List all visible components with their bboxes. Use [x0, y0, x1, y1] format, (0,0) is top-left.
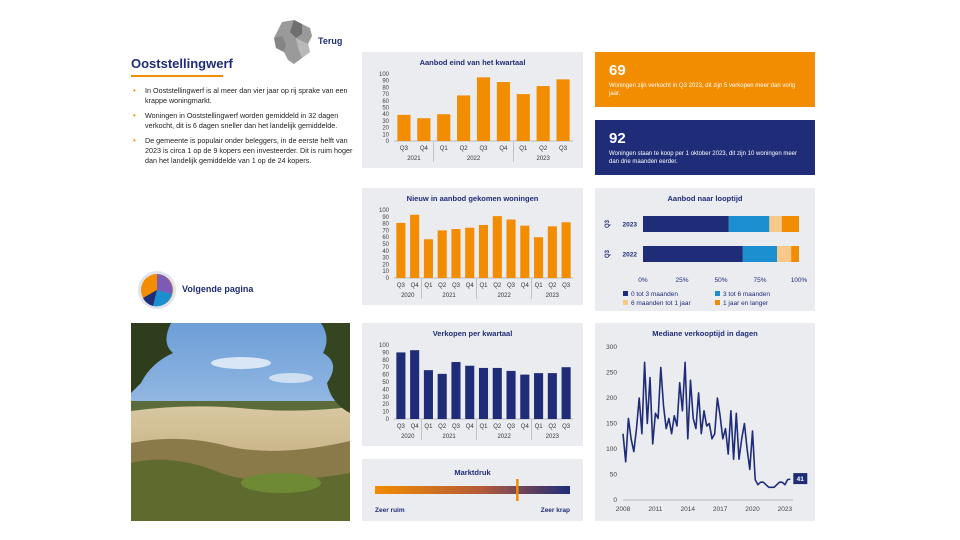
bar — [548, 226, 557, 278]
y-tick-label: 70 — [382, 92, 389, 99]
y-tick-label: 90 — [382, 350, 389, 357]
bar — [438, 374, 447, 419]
y-tick-label: 50 — [609, 471, 617, 479]
kpi-for-sale-text: Woningen staan te koop per 1 oktober 2023, dit zijn 10 woningen meer dan drie maanden eerder. — [609, 151, 798, 165]
stacked-segment — [729, 216, 770, 232]
category-label: 2023 — [622, 221, 637, 229]
back-label: Terug — [318, 36, 343, 46]
category-label: 2022 — [622, 251, 637, 259]
y-tick-label: 10 — [382, 132, 389, 139]
bar — [451, 362, 460, 419]
bar — [534, 237, 543, 278]
year-label: 2020 — [401, 293, 415, 299]
x-tick-label: Q1 — [424, 424, 433, 430]
x-tick-label: Q4 — [410, 424, 419, 430]
marktdruk-title: Marktdruk — [454, 468, 491, 477]
y-tick-label: 20 — [382, 402, 389, 409]
x-tick-label: 2023 — [777, 506, 793, 513]
chart-title: Verkopen per kwartaal — [432, 329, 513, 338]
legend-label: 0 tot 3 maanden — [631, 291, 678, 298]
x-tick-label: 2008 — [615, 506, 631, 513]
y-tick-label: 300 — [606, 344, 617, 351]
x-tick-label: Q3 — [451, 283, 460, 289]
x-tick-label: Q1 — [519, 146, 528, 152]
marktdruk-panel — [362, 459, 583, 521]
next-page-button[interactable] — [137, 268, 277, 312]
x-tick-label: 2020 — [745, 506, 760, 513]
y-tick-label: 40 — [382, 248, 389, 255]
legend-swatch — [623, 291, 628, 296]
y-tick-label: 30 — [382, 255, 389, 262]
bar — [424, 370, 433, 419]
bar-chart-nieuw — [362, 188, 583, 305]
bar — [424, 239, 433, 278]
y-tick-label: 0 — [385, 139, 389, 145]
year-label: 2022 — [466, 156, 481, 162]
year-label: 2023 — [536, 156, 550, 162]
chart-title: Aanbod naar looptijd — [667, 194, 743, 203]
x-tick-label: 2014 — [680, 506, 695, 513]
x-tick-label: 50% — [714, 277, 728, 284]
marktdruk-marker — [516, 479, 519, 501]
stacked-segment — [777, 246, 791, 262]
y-tick-label: 60 — [382, 372, 389, 379]
x-tick-label: Q1 — [534, 283, 543, 289]
x-tick-label: Q2 — [539, 146, 548, 152]
bar — [451, 229, 460, 278]
x-tick-label: 100% — [790, 277, 808, 284]
y-tick-label: 10 — [382, 269, 389, 276]
x-tick-label: Q3 — [396, 283, 405, 289]
stacked-segment — [643, 246, 743, 262]
year-label: 2023 — [545, 434, 560, 440]
x-tick-label: 75% — [753, 277, 767, 284]
year-label: 2020 — [401, 434, 415, 440]
y-tick-label: 70 — [382, 365, 389, 372]
bar — [534, 373, 543, 419]
x-tick-label: Q3 — [399, 146, 408, 152]
x-tick-label: Q3 — [562, 424, 571, 430]
page-title: Ooststellingwerf — [131, 56, 233, 71]
key-facts-list — [131, 86, 353, 171]
x-tick-label: Q2 — [438, 283, 447, 289]
next-page-label: Volgende pagina — [182, 284, 254, 294]
x-tick-label: Q2 — [438, 424, 447, 430]
y-tick-label: 50 — [382, 380, 389, 386]
y-tick-label: 80 — [382, 221, 389, 228]
x-tick-label: Q2 — [493, 424, 502, 430]
landscape-photo — [131, 323, 350, 521]
y-tick-label: 10 — [382, 409, 389, 416]
line-chart-verkooptijd — [595, 323, 815, 521]
x-tick-label: Q4 — [419, 146, 428, 152]
y-tick-label: 20 — [382, 125, 389, 132]
y-tick-label: 0 — [385, 417, 389, 423]
bar — [556, 79, 569, 141]
bar — [417, 118, 430, 141]
list-item: • De gemeente is populair onder beleggers, in de eerste helft van 2023 is circa 1 op de 9 kopers een investeerder. Dit is ruim hoger dan het landelijk gemiddelde van 1 op de 24 kopers. — [131, 136, 353, 165]
bar — [548, 373, 557, 419]
x-tick-label: Q3 — [507, 283, 516, 289]
bar — [493, 216, 502, 278]
y-tick-label: 100 — [378, 72, 389, 78]
legend-swatch — [623, 300, 628, 305]
legend-label: 3 tot 6 maanden — [723, 291, 770, 298]
bar — [537, 86, 550, 141]
bar — [562, 367, 571, 419]
bar-chart-verkopen — [362, 323, 583, 446]
bar — [506, 220, 515, 278]
y-tick-label: 70 — [382, 228, 389, 235]
bar — [457, 95, 470, 141]
chart-panel-aanbod — [362, 52, 583, 168]
x-tick-label: Q4 — [465, 424, 474, 430]
x-tick-label: Q3 — [451, 424, 460, 430]
x-tick-label: Q2 — [459, 146, 468, 152]
bar — [410, 215, 419, 278]
y-tick-label: 100 — [378, 343, 389, 349]
x-tick-label: Q1 — [479, 283, 488, 289]
bar — [562, 222, 571, 278]
bar — [465, 228, 474, 278]
legend-label: 1 jaar en langer — [723, 300, 769, 307]
y-tick-label: 250 — [606, 369, 617, 377]
group-label: Q3 — [605, 219, 611, 229]
x-tick-label: Q1 — [424, 283, 433, 289]
kpi-sold-card — [595, 52, 815, 107]
end-value-label: 41 — [796, 476, 804, 484]
bar — [520, 226, 529, 278]
chart-panel-looptijd — [595, 188, 815, 311]
year-label: 2022 — [497, 293, 511, 299]
bar — [396, 352, 405, 419]
x-tick-label: Q3 — [559, 146, 568, 152]
x-tick-label: 2017 — [712, 506, 728, 513]
x-tick-label: Q4 — [465, 283, 474, 289]
legend-swatch — [715, 291, 720, 296]
y-tick-label: 50 — [382, 105, 389, 112]
chart-panel-nieuw — [362, 188, 583, 305]
year-label: 2023 — [545, 293, 560, 299]
bar — [506, 371, 515, 419]
y-tick-label: 40 — [382, 112, 389, 119]
x-tick-label: Q3 — [479, 146, 488, 152]
y-tick-label: 0 — [385, 276, 389, 282]
marktdruk-left-label: Zeer ruim — [375, 507, 405, 514]
bar — [479, 225, 488, 278]
x-tick-label: Q4 — [499, 146, 508, 152]
y-tick-label: 80 — [382, 85, 389, 92]
pie-chart-icon — [137, 270, 177, 310]
x-tick-label: Q1 — [479, 424, 488, 430]
bar — [465, 366, 474, 419]
y-tick-label: 30 — [382, 118, 389, 125]
bar — [493, 368, 502, 419]
x-tick-label: Q3 — [396, 424, 405, 430]
x-tick-label: Q2 — [493, 283, 502, 289]
marktdruk-right-label: Zeer krap — [540, 507, 570, 514]
y-tick-label: 30 — [382, 394, 389, 401]
group-label: Q3 — [605, 249, 611, 259]
stacked-segment — [643, 216, 729, 232]
legend-label: 6 maanden tot 1 jaar — [631, 300, 691, 307]
region-map-icon — [272, 18, 316, 66]
y-tick-label: 50 — [382, 242, 389, 248]
series-line — [623, 362, 790, 487]
kpi-sold-value: 69 — [609, 62, 626, 79]
y-tick-label: 150 — [606, 420, 617, 428]
chart-panel-verkooptijd — [595, 323, 815, 521]
x-tick-label: Q3 — [562, 283, 571, 289]
x-tick-label: Q2 — [548, 424, 557, 430]
y-tick-label: 100 — [378, 208, 389, 214]
stacked-segment — [791, 246, 799, 262]
x-tick-label: Q3 — [507, 424, 516, 430]
chart-title: Aanbod eind van het kwartaal — [419, 58, 526, 67]
bar-chart-aanbod — [362, 52, 583, 168]
kpi-for-sale-value: 92 — [609, 130, 626, 147]
bar — [396, 223, 405, 278]
chart-panel-verkopen — [362, 323, 583, 446]
legend-swatch — [715, 300, 720, 305]
bar — [520, 375, 529, 419]
bar — [397, 115, 410, 141]
bar — [438, 230, 447, 278]
bar — [410, 350, 419, 419]
x-tick-label: 0% — [638, 277, 648, 284]
back-button[interactable] — [270, 18, 354, 68]
stacked-segment — [743, 246, 777, 262]
bar — [497, 82, 510, 141]
year-label: 2021 — [442, 293, 456, 299]
stacked-bar-chart-looptijd — [595, 188, 815, 311]
y-tick-label: 60 — [382, 98, 389, 105]
stacked-segment — [769, 216, 781, 232]
x-tick-label: Q4 — [520, 424, 529, 430]
y-tick-label: 200 — [606, 395, 617, 402]
title-underline — [131, 75, 223, 77]
x-tick-label: 25% — [675, 277, 689, 284]
bar — [477, 77, 490, 141]
bar — [517, 94, 530, 141]
y-tick-label: 80 — [382, 357, 389, 364]
marktdruk-bar — [375, 486, 570, 494]
x-tick-label: Q1 — [534, 424, 543, 430]
bar — [479, 368, 488, 419]
bar — [437, 114, 450, 141]
y-tick-label: 90 — [382, 78, 389, 85]
x-tick-label: 2011 — [648, 506, 663, 513]
y-tick-label: 100 — [606, 446, 617, 453]
year-label: 2021 — [442, 434, 456, 440]
chart-title: Mediane verkooptijd in dagen — [652, 329, 758, 338]
stacked-segment — [782, 216, 799, 232]
x-tick-label: Q4 — [520, 283, 529, 289]
list-item: • Woningen in Ooststellingwerf worden gemiddeld in 32 dagen verkocht, dit is 6 dagen sneller dan het landelijk gemiddelde. — [131, 111, 353, 130]
y-tick-label: 0 — [613, 497, 617, 504]
chart-title: Nieuw in aanbod gekomen woningen — [406, 194, 539, 203]
kpi-for-sale-card — [595, 120, 815, 175]
y-tick-label: 40 — [382, 387, 389, 394]
x-tick-label: Q2 — [548, 283, 557, 289]
year-label: 2022 — [497, 434, 511, 440]
y-tick-label: 60 — [382, 235, 389, 242]
y-tick-label: 90 — [382, 214, 389, 221]
x-tick-label: Q4 — [410, 283, 419, 289]
list-item: • In Ooststellingwerf is al meer dan vier jaar op rij sprake van een krappe woningmarkt. — [131, 86, 353, 105]
x-tick-label: Q1 — [439, 146, 448, 152]
year-label: 2021 — [407, 156, 421, 162]
kpi-sold-text: Woningen zijn verkocht in Q3 2023, dit zijn 5 verkopen meer dan vorig jaar. — [609, 83, 796, 97]
y-tick-label: 20 — [382, 262, 389, 269]
